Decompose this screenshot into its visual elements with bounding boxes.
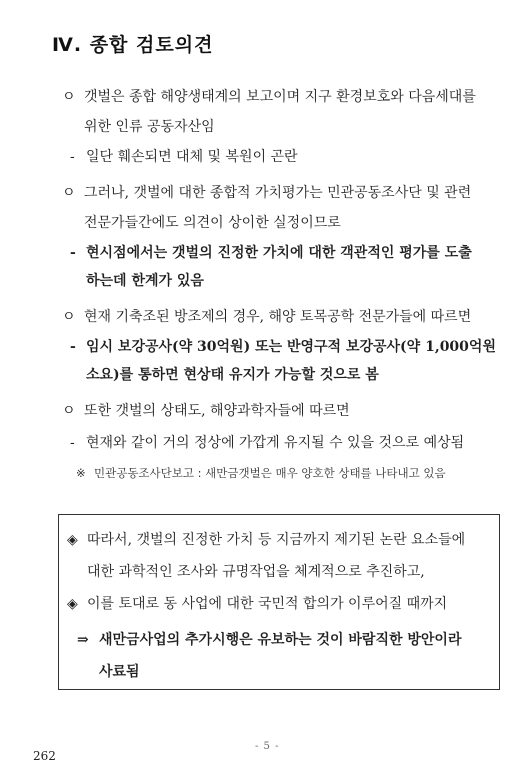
sub-item xyxy=(70,436,464,450)
sub-item-text: 임시 보강공사(약 30억원) 또는 반영구적 보강공사(약 1,000억원 xyxy=(86,339,496,355)
conclusion-line xyxy=(77,633,461,647)
conclusion-line xyxy=(99,665,140,679)
arrow-marker: ⇒ xyxy=(77,632,89,648)
sub-item-continuation xyxy=(86,368,379,382)
diamond-marker: ◈ xyxy=(67,532,78,548)
sub-item xyxy=(70,150,298,164)
note-marker: ※ xyxy=(76,466,86,480)
bullet-item xyxy=(62,90,476,104)
bullet-text: 또한 갯벌의 상태도, 해양과학자들에 따르면 xyxy=(84,403,350,419)
bullet-continuation xyxy=(84,216,341,230)
dash-marker: - xyxy=(70,149,75,165)
conclusion-text: 사료됨 xyxy=(99,664,140,680)
bullet-marker: ㅇ xyxy=(62,185,76,201)
sub-item xyxy=(70,340,496,354)
page-number: 262 xyxy=(33,749,56,763)
sub-item-text: 일단 훼손되면 대체 및 복원이 곤란 xyxy=(86,149,298,165)
bullet-marker: ㅇ xyxy=(62,309,76,325)
bullet-item xyxy=(62,186,471,200)
bullet-text: 위한 인류 공동자산임 xyxy=(84,119,215,135)
conclusion-text: 대한 과학적인 조사와 규명작업을 체계적으로 추진하고, xyxy=(87,564,425,580)
sub-item-continuation xyxy=(86,274,204,288)
bullet-marker: ㅇ xyxy=(62,89,76,105)
conclusion-line xyxy=(67,533,465,547)
sub-item xyxy=(70,246,472,260)
conclusion-line xyxy=(67,597,447,611)
note-text: 민관공동조사단보고 : 새만금갯벌은 매우 양호한 상태를 나타내고 있음 xyxy=(94,466,446,480)
conclusion-line xyxy=(87,565,425,579)
conclusion-text: 따라서, 갯벌의 진정한 가치 등 지금까지 제기된 논란 요소들에 xyxy=(87,532,466,548)
bullet-continuation xyxy=(84,120,215,134)
conclusion-text: 이를 토대로 동 사업에 대한 국민적 합의가 이루어질 때까지 xyxy=(87,596,448,612)
sub-item-text: 현시점에서는 갯벌의 진정한 가치에 대한 객관적인 평가를 도출 xyxy=(86,245,472,261)
dash-marker: - xyxy=(70,245,76,261)
bullet-item xyxy=(62,404,350,418)
page-center-mark: - 5 - xyxy=(255,741,280,752)
reference-note xyxy=(76,468,446,480)
dash-marker: - xyxy=(70,435,75,451)
bullet-text: 그러나, 갯벌에 대한 종합적 가치평가는 민관공동조사단 및 관련 xyxy=(84,185,472,201)
bullet-item xyxy=(62,310,471,324)
bullet-marker: ㅇ xyxy=(62,403,76,419)
sub-item-text: 하는데 한계가 있음 xyxy=(86,273,204,289)
conclusion-text: 새만금사업의 추가시행은 유보하는 것이 바람직한 방안이라 xyxy=(99,632,462,648)
sub-item-text: 소요)를 통하면 현상태 유지가 가능할 것으로 봄 xyxy=(86,367,379,383)
sub-item-text: 현재와 같이 거의 정상에 가깝게 유지될 수 있을 것으로 예상됨 xyxy=(86,435,465,451)
bullet-text: 현재 기축조된 방조제의 경우, 해양 토목공학 전문가들에 따르면 xyxy=(84,309,472,325)
dash-marker: - xyxy=(70,339,76,355)
conclusion-box xyxy=(58,514,500,690)
bullet-text: 갯벌은 종합 해양생태계의 보고이며 지구 환경보호와 다음세대를 xyxy=(84,89,476,105)
bullet-text: 전문가들간에도 의견이 상이한 실정이므로 xyxy=(84,215,341,231)
diamond-marker: ◈ xyxy=(67,596,78,612)
section-title: Ⅳ. 종합 검토의견 xyxy=(52,34,214,56)
